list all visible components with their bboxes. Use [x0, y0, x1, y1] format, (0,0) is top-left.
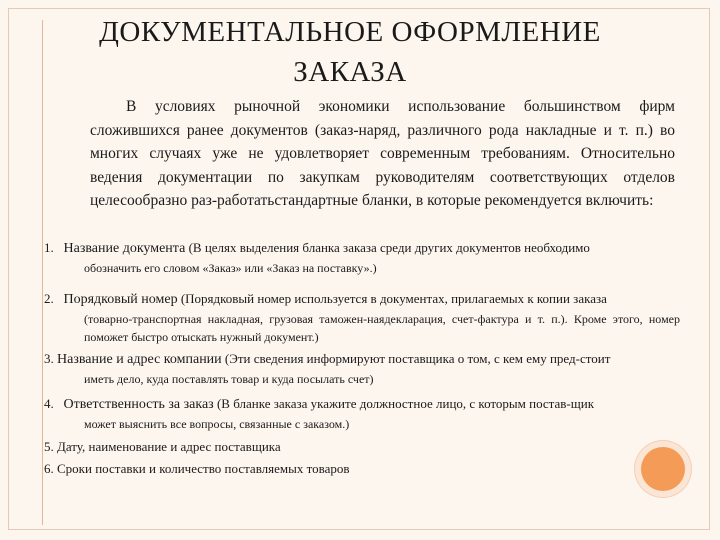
item-text-rest: (товарно-транспортная накладная, грузовая таможен-наядекларация, счет-фактура и т. п.). Кроме этого, номер поможет быстро отыскать нужный документ.)	[84, 312, 680, 344]
item-number: 4.	[44, 396, 54, 411]
list-item	[44, 349, 680, 388]
item-heading: Название документа	[63, 241, 186, 256]
item-text-first: (Порядковый номер используется в документах, прилагаемых к копии заказа	[180, 291, 607, 306]
list-item	[44, 394, 680, 433]
decorative-orange-circle	[641, 447, 685, 491]
item-text-rest: может выяснить все вопросы, связанные с заказом.)	[84, 417, 350, 431]
item-heading: Дату, наименование и адрес поставщика	[57, 439, 281, 454]
list-item	[44, 437, 680, 457]
item-heading: Название и адрес компании	[57, 352, 222, 367]
item-number: 3.	[44, 351, 54, 366]
item-heading: Порядковый номер	[63, 292, 178, 307]
requirements-list	[44, 238, 680, 479]
list-item	[44, 289, 680, 346]
item-heading: Ответственность за заказ	[63, 397, 214, 412]
list-item	[44, 459, 680, 479]
page-title	[60, 12, 640, 92]
intro-paragraph: В условиях рыночной экономики использование большинством фирм сложившихся ранее документов (заказ-наряд, различного рода накладные и т. п.) во многих случаях уже не удовлетворяет современным требованиям. Относительно ведения документации по закупкам руководителям соответствующих отделов целесообразно раз-работатьстандартные бланки, в которые рекомендуется включить:	[90, 98, 675, 209]
title-line-2: ЗАКАЗА	[293, 56, 407, 88]
item-text-rest: обозначить его словом «Заказ» или «Заказ на поставку».)	[84, 261, 377, 275]
item-number: 5.	[44, 439, 54, 454]
item-text-first: (В бланке заказа укажите должностное лицо, с которым постав-щик	[216, 396, 595, 411]
list-item	[44, 238, 680, 277]
item-number: 1.	[44, 240, 54, 255]
item-text-rest: иметь дело, куда поставлять товар и куда посылать счет)	[84, 372, 374, 386]
title-line-1: ДОКУМЕНТАЛЬНОЕ ОФОРМЛЕНИЕ	[99, 16, 601, 48]
item-number: 6.	[44, 461, 54, 476]
decorative-side-line	[42, 20, 43, 525]
item-number: 2.	[44, 291, 54, 306]
item-text-first: (Эти сведения информируют поставщика о том, с кем ему пред-стоит	[224, 351, 611, 366]
item-heading: Сроки поставки и количество поставляемых товаров	[57, 461, 350, 476]
item-text-first: (В целях выделения бланка заказа среди других документов необходимо	[188, 240, 590, 255]
